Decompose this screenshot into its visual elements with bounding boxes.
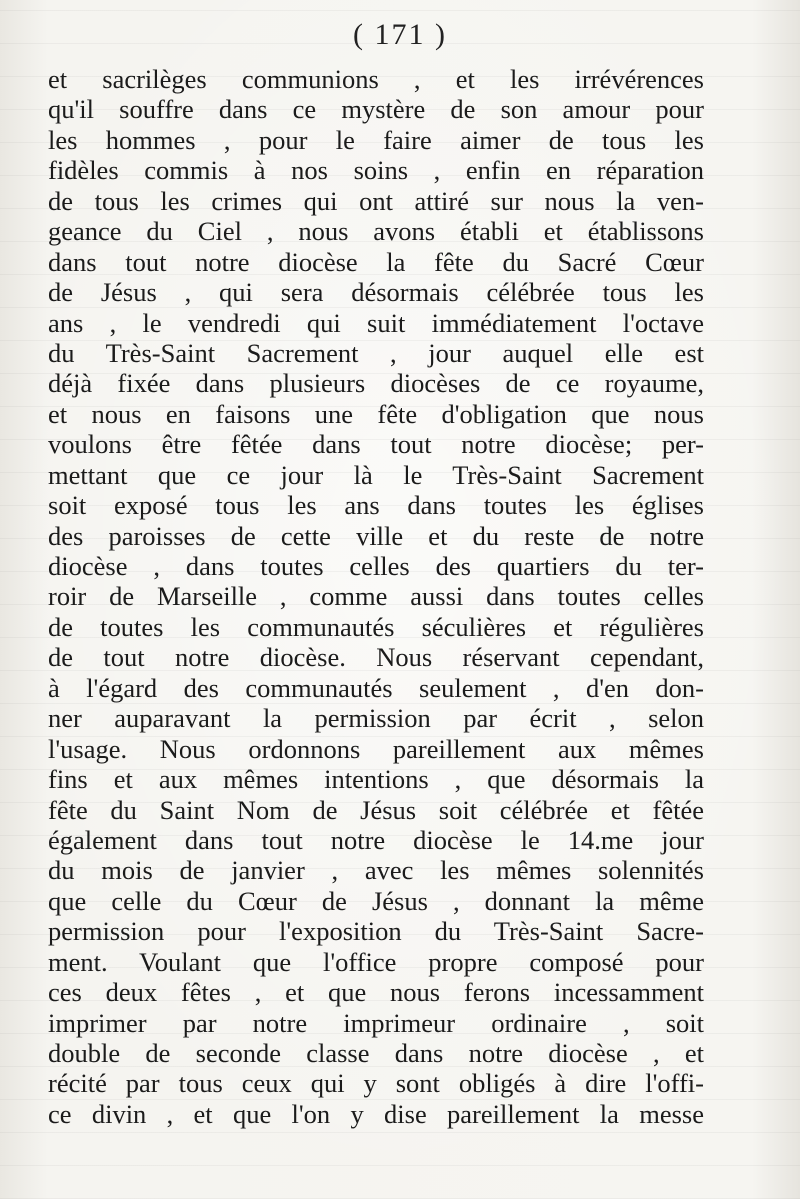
text-line: déjà fixée dans plusieurs diocèses de ce royaume, xyxy=(48,368,704,399)
page-number: ( 171 ) xyxy=(353,18,447,51)
text-line: les hommes , pour le faire aimer de tous les xyxy=(48,124,704,155)
text-line: et nous en faisons une fête d'obligation que nous xyxy=(48,398,704,429)
text-line: fête du Saint Nom de Jésus soit célébrée et fêtée xyxy=(48,794,704,825)
text-line: qu'il souffre dans ce mystère de son amour pour xyxy=(48,94,704,125)
text-line: voulons être fêtée dans tout notre diocèse; per- xyxy=(48,429,704,460)
text-line: diocèse , dans toutes celles des quartiers du ter- xyxy=(48,551,704,581)
text-line: ner auparavant la permission par écrit , selon xyxy=(48,703,704,734)
text-line: à l'égard des communautés seulement , d'en don- xyxy=(48,672,704,703)
text-line: du Très-Saint Sacrement , jour auquel elle est xyxy=(48,337,704,368)
text-line: fidèles commis à nos soins , enfin en réparation xyxy=(48,155,704,186)
text-line: imprimer par notre imprimeur ordinaire , soit xyxy=(48,1007,704,1038)
body-text xyxy=(48,64,704,1129)
text-line: récité par tous ceux qui y sont obligés à dire l'offi- xyxy=(48,1068,704,1099)
text-line: ans , le vendredi qui suit immédiatement l'octave xyxy=(48,307,704,338)
text-line: de Jésus , qui sera désormais célébrée tous les xyxy=(48,277,704,308)
text-line: de toutes les communautés séculières et régulières xyxy=(48,611,704,642)
text-line: des paroisses de cette ville et du reste de notre xyxy=(48,520,704,551)
text-line: également dans tout notre diocèse le 14.me jour xyxy=(48,824,704,855)
text-line: mettant que ce jour là le Très-Saint Sacrement xyxy=(48,459,704,490)
text-line: geance du Ciel , nous avons établi et établissons xyxy=(48,216,704,247)
text-line: dans tout notre diocèse la fête du Sacré Cœur xyxy=(48,246,704,277)
text-line: permission pour l'exposition du Très-Saint Sacre- xyxy=(48,916,704,947)
text-line: ment. Voulant que l'office propre composé pour xyxy=(48,946,704,977)
text-line: roir de Marseille , comme aussi dans toutes celles xyxy=(48,581,704,612)
text-line: double de seconde classe dans notre diocèse , et xyxy=(48,1038,704,1068)
text-line: que celle du Cœur de Jésus , donnant la même xyxy=(48,885,704,916)
text-line: ces deux fêtes , et que nous ferons incessamment xyxy=(48,977,704,1008)
text-line: de tous les crimes qui ont attiré sur nous la ven- xyxy=(48,185,704,216)
text-line: et sacrilèges communions , et les irrévérences xyxy=(48,64,704,94)
text-line: ce divin , et que l'on y dise pareillement la messe xyxy=(48,1098,704,1129)
text-line: fins et aux mêmes intentions , que désormais la xyxy=(48,764,704,795)
text-line: l'usage. Nous ordonnons pareillement aux mêmes xyxy=(48,733,704,764)
text-line: de tout notre diocèse. Nous réservant cependant, xyxy=(48,642,704,673)
text-line: du mois de janvier , avec les mêmes solennités xyxy=(48,855,704,886)
text-line: soit exposé tous les ans dans toutes les églises xyxy=(48,490,704,521)
